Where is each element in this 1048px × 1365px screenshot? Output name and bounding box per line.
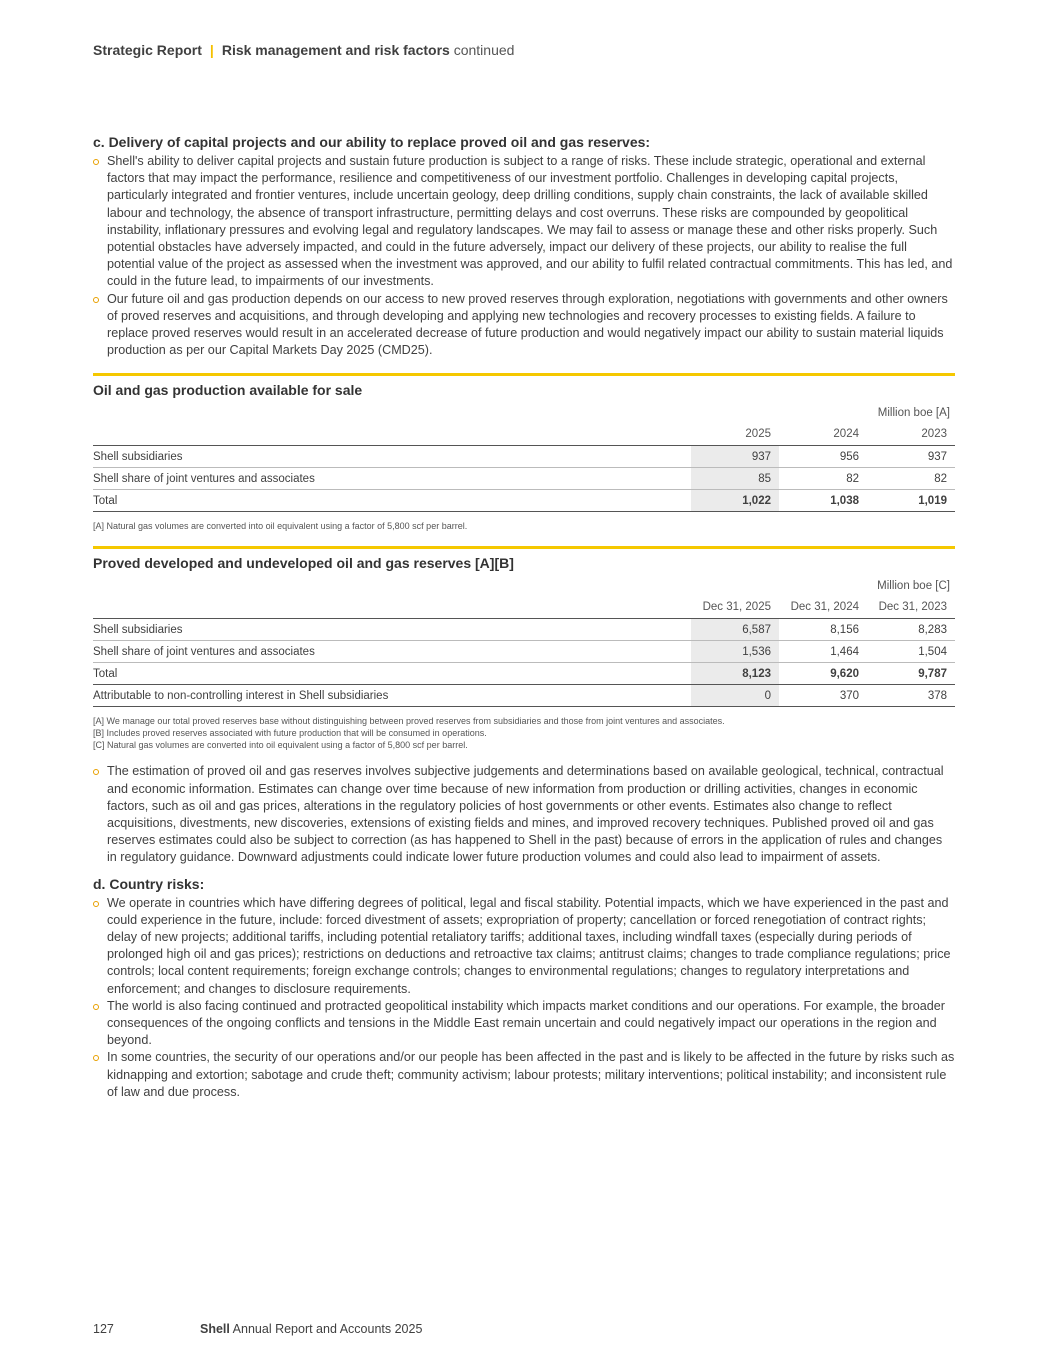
table-cell: 378 [867,685,955,707]
running-header [93,42,514,58]
row-label: Shell share of joint ventures and associates [93,468,691,490]
table-cell: 1,504 [867,641,955,663]
table-cell: 82 [867,468,955,490]
bullet-item: We operate in countries which have differing degrees of political, legal and fiscal stability. Potential impacts, which we have experienced in the past and could experience in the future, include: forced divestment of assets; expropriation of property; cancellation or forced renegotiation of contract rights; delay of new projects; additional tariffs, including potential retaliatory tariffs; additional taxes, including windfall taxes (especially during periods of prolonged high oil and gas prices); restrictions on deductions and retroactive tax claims; antitrust claims; changes to trade compliance regulations; price controls; local content requirements; foreign exchange controls; changes to environmental regulations; changes to regulatory interpretations and enforcement; and changes to disclosure requirements. [93,895,955,998]
reserves-footnotes [93,715,955,751]
production-table-title: Oil and gas production available for sale [93,382,363,399]
section-c-title: c. Delivery of capital projects and our ability to replace proved oil and gas reserves: [93,134,651,150]
table-cell: 0 [691,685,779,707]
header-separator: | [209,42,214,58]
reserves-table-title: Proved developed and undeveloped oil and gas reserves [A][B] [93,555,514,572]
section-c-bullets [93,153,955,359]
row-label: Shell subsidiaries [93,619,691,641]
production-table-block [93,373,955,532]
row-label: Total [93,663,691,685]
bullet-item: Our future oil and gas production depends on our access to new proved reserves through exploration, negotiations with governments and other owners of proved reserves and acquisitions, and through developing and applying new technologies and recovery processes to existing fields. A failure to replace proved reserves would result in an accelerated decrease of future production and would negatively impact our ability to sustain material liquids production as per our Capital Markets Day 2025 (CMD25). [93,291,955,360]
footnote: [A] Natural gas volumes are converted into oil equivalent using a factor of 5,800 scf per barrel. [93,521,468,532]
footnote: [B] Includes proved reserves associated with future production that will be consumed in operations. [93,728,487,739]
footnote: [A] We manage our total proved reserves base without distinguishing between proved reserves from subsidiaries and those from joint ventures and associates. [93,716,725,727]
page-number: 127 [93,1322,114,1336]
column-header: Dec 31, 2024 [779,596,867,619]
header-suffix: continued [453,42,515,58]
production-unit: Million boe [A] [877,407,950,420]
table-row [93,468,955,490]
table-cell: 937 [867,446,955,468]
table-cell: 1,038 [779,490,867,512]
reserves-table-block [93,546,955,751]
production-footnotes [93,520,955,532]
column-header: 2024 [779,423,867,446]
table-cell: 1,536 [691,641,779,663]
column-header: Dec 31, 2025 [691,596,779,619]
table-cell: 1,022 [691,490,779,512]
table-cell: 82 [779,468,867,490]
table-cell: 370 [779,685,867,707]
table-cell: 8,283 [867,619,955,641]
row-label: Total [93,490,691,512]
production-table [93,423,955,512]
table-cell: 1,019 [867,490,955,512]
reserves-unit: Million boe [C] [877,580,950,593]
bullet-item: The estimation of proved oil and gas reserves involves subjective judgements and determinations based on available geological, technical, contractual and economic information. Estimates can change over time because of new information from production or drilling activities, changes in economic factors, such as oil and gas prices, alterations in the regulatory policies of host governments or other events. Estimates also change to reflect acquisitions, divestments, new discoveries, extensions of existing fields and mines, and improved recovery techniques. Published proved oil and gas reserves estimates could also be subject to correction (as has happened to Shell in the past) because of errors in the application of rules and changes in regulatory guidance. Downward adjustments could indicate lower future production volumes and could also lead to impairment of assets. [93,763,955,866]
table-cell: 1,464 [779,641,867,663]
reserves-table [93,596,955,707]
table-cell: 956 [779,446,867,468]
column-header: Dec 31, 2023 [867,596,955,619]
table-row [93,446,955,468]
table-total-row [93,663,955,685]
table-cell: 8,123 [691,663,779,685]
footer-brand: Shell [200,1322,230,1336]
main-content [93,134,955,1101]
section-d-title: d. Country risks: [93,875,205,892]
table-row [93,641,955,663]
table-cell: 9,787 [867,663,955,685]
table-row [93,685,955,707]
bullet-item: The world is also facing continued and protracted geopolitical instability which impacts market conditions and our operations. For example, the broader consequences of the ongoing conflicts and tensions in the Middle East remain uncertain and could negatively impact our operations in the region and beyond. [93,998,955,1050]
row-label: Shell subsidiaries [93,446,691,468]
column-header: 2025 [691,423,779,446]
table-cell: 6,587 [691,619,779,641]
table-cell: 937 [691,446,779,468]
section-d-bullets [93,895,955,1101]
table-cell: 85 [691,468,779,490]
header-title: Risk management and risk factors [221,42,450,58]
footnote: [C] Natural gas volumes are converted into oil equivalent using a factor of 5,800 scf per barrel. [93,740,468,751]
bullet-item: In some countries, the security of our operations and/or our people has been affected in the past and is likely to be affected in the future by risks such as kidnapping and extortion; sabotage and crude theft; community activism; labour protests; military interventions; political instability; and inconsistent rule of law and due process. [93,1049,955,1101]
page-footer [93,1322,422,1336]
table-cell: 9,620 [779,663,867,685]
table-cell: 8,156 [779,619,867,641]
header-section: Strategic Report [93,42,202,58]
footer-doc-title: Annual Report and Accounts 2025 [232,1322,423,1336]
row-label: Shell share of joint ventures and associates [93,641,691,663]
column-header: 2023 [867,423,955,446]
table-total-row [93,490,955,512]
row-label: Attributable to non-controlling interest in Shell subsidiaries [93,685,691,707]
bullet-item: Shell's ability to deliver capital projects and sustain future production is subject to a range of risks. These include strategic, operational and external factors that may impact the performance, resilience and competitiveness of our investment portfolio. Challenges in developing capital projects, particularly integrated and frontier ventures, include uncertain geology, deep drilling conditions, supply chain constraints, the lack of available skilled labour and technology, the absence of transport infrastructure, permitting delays and cost overruns. These risks are compounded by geopolitical instability, inflationary pressures and evolving legal and regulatory landscapes. We may fail to assess or manage these and other risks properly. Such potential obstacles have adversely impacted, and could in the future adversely, impact our delivery of these projects, our ability to realise the full potential value of the project as assessed when the investment was approved, and our ability to fulfil related contractual commitments. This has led, and could in the future lead, to impairments of our investments. [93,153,955,291]
estimation-bullets [93,763,955,866]
table-header-row [93,423,955,446]
table-row [93,619,955,641]
table-header-row [93,596,955,619]
